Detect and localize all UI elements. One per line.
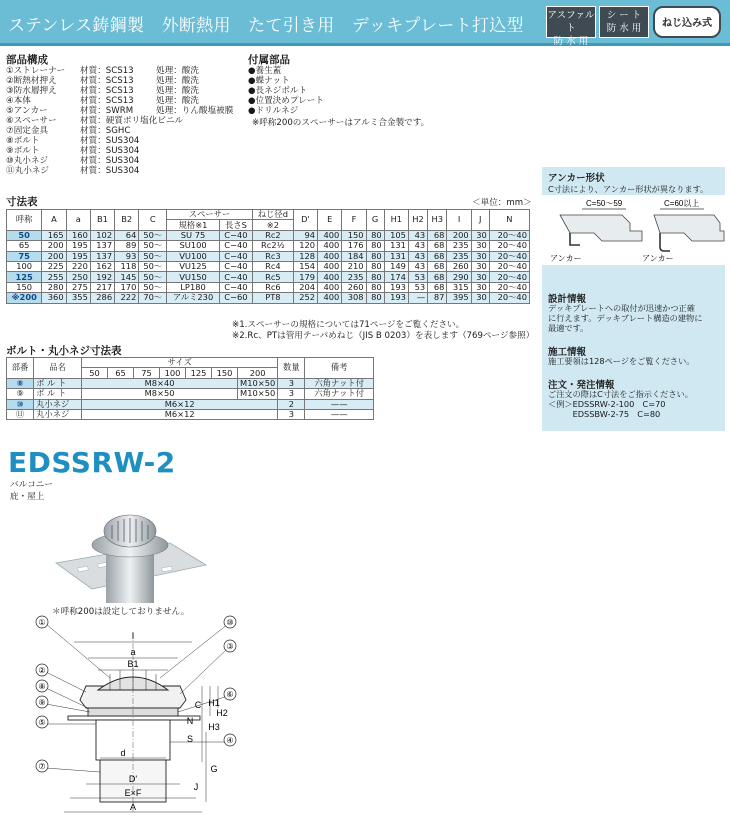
anchor-c2-label: C=60以上 (664, 199, 700, 208)
section-drawing (30, 612, 250, 828)
callout-1: ① (38, 618, 46, 627)
parts-row: ①ストレーナー 材質：SCS13 処理：酸洗 (6, 66, 199, 76)
parts-row: ⑪丸小ネジ 材質：SUS304 (6, 166, 140, 176)
design-text: デッキプレートへの取付が迅速かつ正確 に行えます。デッキプレート構造の建物に 最適です。 (548, 303, 703, 333)
callout-6: ⑥ (226, 690, 234, 699)
parts-row: ⑤アンカー 材質：SWRM 処理：りん酸塩被膜 (6, 106, 234, 116)
parts-row: ④本体 材質：SCS13 処理：酸洗 (6, 96, 199, 106)
parts-row: ⑥スペーサー 材質：硬質ポリ塩化ビニル (6, 116, 184, 126)
dims-unit: ＜単位：mm＞ (472, 198, 532, 208)
accessory-item: ●位置決めプレート (248, 96, 324, 106)
use-1: バルコニー (10, 480, 53, 490)
construction-text: 施工要領は128ページをご覧ください。 (548, 356, 695, 366)
bolt-row: ⑪ 丸小ネジ M6×12 3 —— (7, 409, 374, 419)
parts-row: ⑨ボルト 材質：SUS304 (6, 146, 140, 156)
dims-row: 65 200 195 137 89 50〜 SU100 C−40 Rc2½ 120 400 176 80 131 43 68 235 30 20〜40 (7, 241, 530, 251)
callout-3: ③ (226, 642, 234, 651)
product-note: ＊呼称200は設定しておりません。 (52, 607, 190, 617)
anchor-c1-label: C=50〜59 (586, 199, 623, 208)
dims-row: 125 255 250 192 145 50〜 VU150 C−40 Rc5 179 400 235 80 174 53 68 290 30 20〜40 (7, 272, 530, 282)
callout-7: ⑦ (38, 762, 46, 771)
accessory-item: ●長ネジボルト (248, 86, 308, 96)
dim-ExF: E×F (124, 788, 142, 798)
asphalt-badge: アスファルト 防 水 用 (546, 6, 596, 38)
dims-row: 150 280 275 217 170 50〜 LP180 C−40 Rc6 204 400 260 80 193 53 68 315 30 20〜40 (7, 282, 530, 292)
dim-H3: H3 (208, 722, 220, 732)
accessory-item: ●ドリルネジ (248, 106, 299, 116)
callout-2: ② (38, 666, 46, 675)
dim-G: G (210, 764, 218, 774)
accessory-item: ●養生蓋 (248, 66, 282, 76)
order-text: ご注文の際はC寸法をご指示ください。 ＜例＞EDSSRW-2-100 C=70 EDSSBW-2-75 C=80 (548, 389, 693, 419)
parts-row: ⑧ボルト 材質：SUS304 (6, 136, 140, 146)
dim-I: I (131, 631, 135, 641)
accessories-title: 付属部品 (248, 54, 290, 66)
callout-9: ⑨ (38, 698, 46, 707)
model-name: EDSSRW-2 (8, 446, 176, 479)
bolt-row: ⑩ 丸小ネジ M6×12 2 —— (7, 399, 374, 409)
parts-list (6, 66, 233, 176)
parts-title: 部品構成 (6, 54, 48, 66)
bolt-row: ⑧ ボ ル ト M8×40 M10×50 3 六角ナット付 (7, 378, 374, 388)
anchor-shape-drawing (542, 195, 725, 265)
anchor-desc: C寸法により、アンカー形状が異なります。 (548, 184, 709, 194)
product-photo (50, 505, 210, 605)
parts-row: ⑩丸小ネジ 材質：SUS304 (6, 156, 140, 166)
dims-title: 寸法表 (6, 196, 38, 208)
callout-5: ⑤ (38, 718, 46, 727)
dim-N: N (186, 716, 194, 726)
dim-a: a (130, 647, 136, 657)
dim-C: C (194, 700, 202, 710)
callout-10: ⑩ (226, 618, 234, 627)
dim-A: A (129, 802, 137, 812)
order-title: 注文・発注情報 (548, 380, 615, 391)
screw-type-badge: ねじ込み式 (653, 6, 721, 38)
construction-title: 施工情報 (548, 347, 587, 358)
anchor-label-2: アンカー (642, 254, 674, 263)
anchor-label-1: アンカー (550, 254, 582, 263)
bolt-row: ⑨ ボ ル ト M8×50 M10×50 3 六角ナット付 (7, 389, 374, 399)
parts-row: ⑦固定金具 材質：SGHC (6, 126, 131, 136)
accessories-note: ※呼称200のスペーサーはアルミ合金製です。 (252, 118, 430, 128)
bolts-title: ボルト・丸小ネジ寸法表 (6, 345, 122, 357)
use-2: 庇・屋上 (10, 492, 45, 502)
dim-H1: H1 (208, 698, 220, 708)
dim-S: S (186, 734, 194, 744)
dims-row: ※200 360 355 286 222 70〜 アルミ230 C−60 PT8 252 400 308 80 193 — 87 395 30 20〜40 (7, 293, 530, 303)
accessory-item: ●蝶ナット (248, 76, 290, 86)
callout-8: ⑧ (38, 682, 46, 691)
sheet-badge: シ ー ト 防 水 用 (599, 6, 649, 38)
dim-H2: H2 (216, 708, 228, 718)
design-title: 設計情報 (548, 294, 587, 305)
bolts-table: 部番 品名 サイズ 数量 備考 50 65 75 100 125 150 200 ⑧ ボ ル ト M8×40 M10×50 3 六角ナット付 ⑨ ボ ル ト M8×50 M10×50 3 六角ナット付 ⑩ 丸小ネジ M6×12 2 —— ⑪ 丸小ネジ M6×12 3 —— (6, 357, 374, 420)
parts-row: ②断熱材押え 材質：SCS13 処理：酸洗 (6, 76, 199, 86)
dim-J: J (193, 782, 199, 792)
dim-d: d (120, 748, 126, 758)
anchor-title: アンカー形状 (548, 173, 605, 184)
info-panel (542, 167, 725, 431)
accessories-list (248, 66, 324, 116)
page-header (0, 0, 730, 46)
parts-row: ③防水層押え 材質：SCS13 処理：酸洗 (6, 86, 199, 96)
callout-4: ④ (226, 736, 234, 745)
dims-notes: ※1.スペーサーの規格については71ページをご覧ください。 ※2.Rc、PTは管用テーパめねじ（JIS B 0203）を表します（769ページ参照） (232, 320, 535, 341)
dim-D: D' (128, 774, 138, 784)
dims-row: 100 225 220 162 118 50〜 VU125 C−40 Rc4 154 400 210 80 149 43 68 260 30 20〜40 (7, 261, 530, 271)
page-title: ステンレス鋳鋼製 外断熱用 たて引き用 デッキプレート打込型 (8, 16, 524, 36)
dims-row: 75 200 195 137 93 50〜 VU100 C−40 Rc3 128 400 184 80 131 43 68 235 30 20〜40 (7, 251, 530, 261)
dims-row: 50 165 160 102 64 50〜 SU 75 C−40 Rc2 94 400 150 80 105 43 68 200 30 20〜40 (7, 230, 530, 240)
dims-table: 呼称 A a B1 B2 C スペーサー ねじ径d D' E F G H1 H2 H3 I J N 規格※1 長さS ※2 50 165 160 102 64 50〜 SU 75 C−40 Rc2 94 400 150 80 105 43 68 200 30 20〜40 65 200 195 137 89 50〜 SU100 C−40 Rc2½ 120 400 176 80 131 43 68 235 30 20〜40 75 200 195 137 93 50〜 VU100 C−40 Rc3 128 400 184 80 131 43 68 235 30 20〜40 100 225 220 162 118 50〜 VU125 C−40 Rc4 154 400 210 80 149 43 68 260 30 20〜40 125 255 250 192 145 50〜 VU150 C−40 Rc5 179 400 235 80 174 53 68 290 30 20〜40 150 280 275 217 170 50〜 LP180 C−40 Rc6 204 400 260 80 193 53 68 315 30 20〜40 ※200 360 355 286 222 70〜 アルミ230 C−60 PT8 252 400 308 80 193 — 87 395 30 20〜40 (6, 209, 530, 304)
dim-B1: B1 (127, 659, 139, 669)
